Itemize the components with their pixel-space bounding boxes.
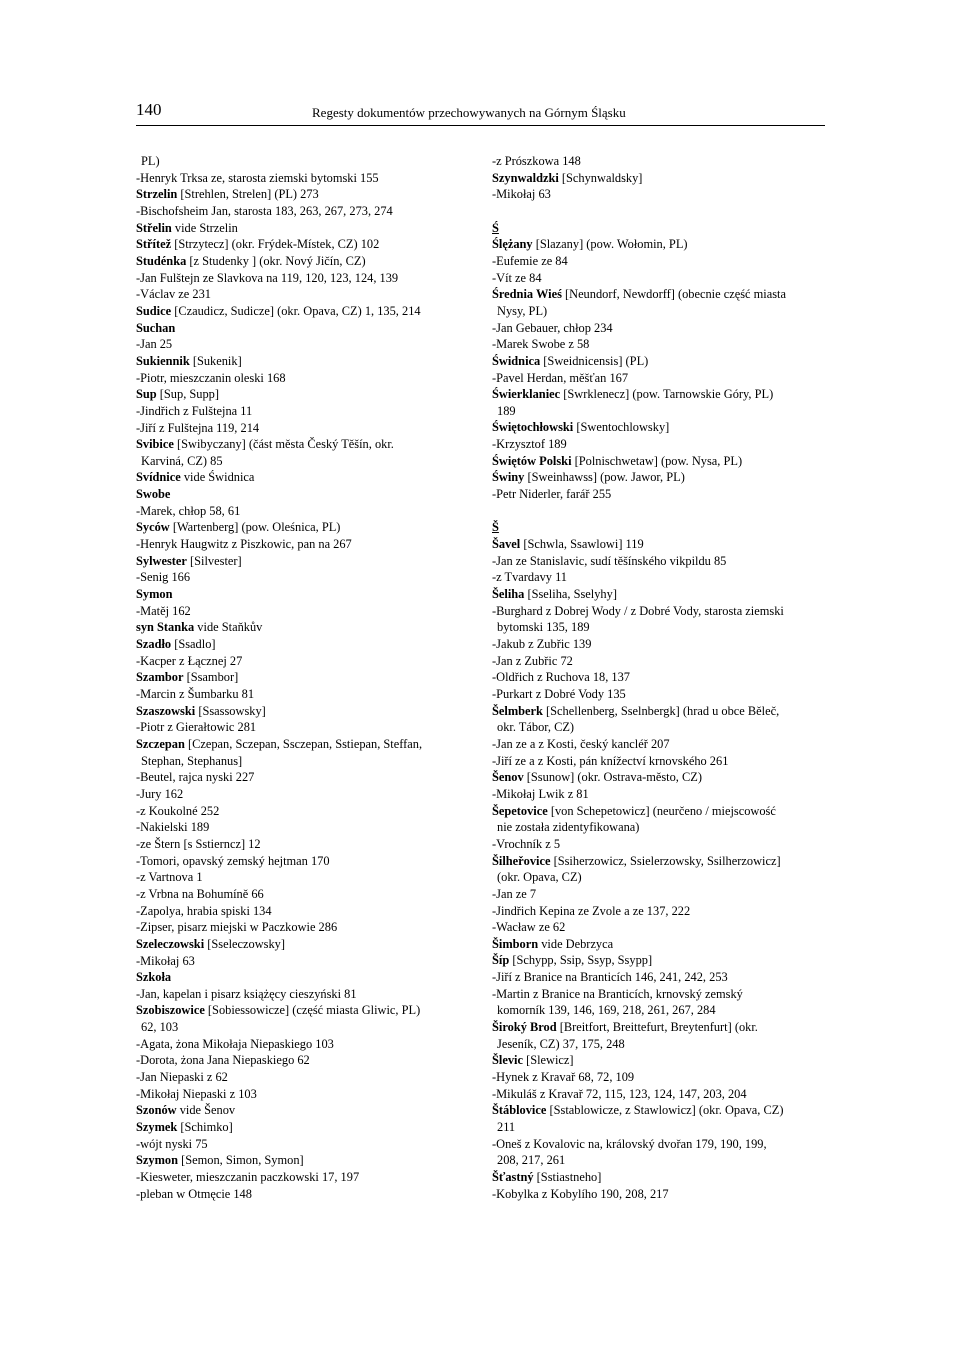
index-subentry (492, 986, 832, 1003)
index-subentry (492, 753, 832, 770)
index-entry-text: -Purkart z Dobré Vody 135 (492, 686, 626, 701)
index-headword: Šilheřovice (492, 853, 551, 868)
index-headword: Świętów Polski (492, 453, 572, 468)
index-entry-text: -Krzysztof 189 (492, 437, 567, 452)
index-subentry (136, 1086, 466, 1103)
index-headword: Świdnica (492, 353, 541, 368)
index-entry-text: -Jiří z Fulštejna 119, 214 (136, 420, 260, 435)
index-entry-text: [Semon, Simon, Symon] (178, 1153, 304, 1168)
index-headword: Šlevic (492, 1053, 523, 1068)
page-number: 140 (136, 100, 162, 119)
index-entry-text: -z Prószkowa 148 (492, 154, 581, 168)
index-subentry (136, 270, 466, 287)
index-entry-text: 189 (497, 403, 516, 418)
index-subentry (136, 769, 466, 786)
index-entry-text: -Henryk Haugwitz z Piszkowic, pan na 267 (136, 537, 352, 552)
index-entry-headword-line (136, 469, 466, 486)
index-headword: Szymon (136, 1153, 178, 1168)
index-headword: Szczepan (136, 736, 185, 751)
index-headword: Střelin (136, 220, 172, 235)
index-entry-text: -Václav ze 231 (136, 287, 211, 302)
index-entry-text: [Sobiessowicze] (część miasta Gliwic, PL) (204, 1003, 421, 1018)
index-subentry (492, 1136, 832, 1153)
index-entry-text: -Marek, chłop 58, 61 (136, 503, 241, 518)
index-entry-text: [Schimko] (177, 1120, 233, 1135)
index-entry-text: -Piotr z Gierałtowic 281 (136, 720, 257, 735)
index-entry-continuation (136, 153, 466, 170)
index-entry-text: [Slewicz] (522, 1053, 574, 1068)
index-entry-text: bytomski 135, 189 (497, 620, 590, 635)
index-subentry (136, 803, 466, 820)
index-entry-continuation (136, 453, 466, 470)
index-entry-text: -Kiesweter, mieszczanin paczkowski 17, 197 (136, 1170, 360, 1185)
index-entry-continuation (136, 753, 466, 770)
index-entry-headword-line (492, 536, 832, 553)
index-entry-text: -z Vrbna na Bohumíně 66 (136, 886, 264, 901)
index-headword: Široký Brod (492, 1020, 557, 1035)
index-entry-continuation (492, 303, 832, 320)
index-entry-text: [Schwla, Ssawlowi] 119 (520, 537, 644, 552)
index-entry-headword-line (136, 236, 466, 253)
index-entry-headword-line (136, 736, 466, 753)
index-subentry (136, 420, 466, 437)
index-headword: Šíp (492, 953, 510, 968)
index-entry-text: 208, 217, 261 (497, 1153, 566, 1168)
index-headword: Šelmberk (492, 703, 543, 718)
index-entry-text: PL) (141, 154, 160, 168)
index-headword: Suchan (136, 320, 176, 335)
index-subentry (492, 903, 832, 920)
index-entry-headword-line (136, 519, 466, 536)
index-entry-text: vide Šenov (176, 1103, 236, 1118)
index-entry-text: Karviná, CZ) 85 (141, 453, 223, 468)
index-entry-text: -Matěj 162 (136, 603, 191, 618)
index-subentry (136, 819, 466, 836)
index-subentry (136, 919, 466, 936)
index-subentry (492, 653, 832, 670)
index-subentry (136, 1186, 466, 1203)
index-entry-headword-line (492, 936, 832, 953)
index-entry-text: -Mikołaj 63 (492, 187, 551, 202)
index-entry-headword-line (136, 253, 466, 270)
index-subentry (492, 1186, 832, 1203)
index-headword: Strzelin (136, 187, 178, 202)
index-subentry (492, 786, 832, 803)
index-entry-text: [Strehlen, Strelen] (PL) 273 (177, 187, 319, 202)
index-subentry (492, 436, 832, 453)
index-entry-headword-line (492, 170, 832, 187)
index-entry-text: -Bischofsheim Jan, starosta 183, 263, 267, 273, 274 (136, 203, 393, 218)
index-headword: Szobiszowice (136, 1003, 205, 1018)
index-headword: Svibice (136, 437, 174, 452)
index-column-left (136, 153, 466, 1202)
index-entry-text: -Jan, kapelan i pisarz książęcy cieszyński 81 (136, 986, 357, 1001)
index-entry-text: [Schynwaldsky] (558, 170, 643, 185)
index-entry-text: -Tomori, opavský zemský hejtman 170 (136, 853, 330, 868)
index-headword: Šavel (492, 537, 521, 552)
index-entry-text: [Sukenik] (189, 353, 242, 368)
index-entry-text: -Zapolya, hrabia spiski 134 (136, 903, 272, 918)
index-subentry (136, 953, 466, 970)
index-entry-continuation (492, 1036, 832, 1053)
index-subentry (136, 1169, 466, 1186)
index-entry-text: -Jan Niepaski z 62 (136, 1070, 228, 1085)
index-subentry (136, 203, 466, 220)
index-entry-headword-line (492, 703, 832, 720)
index-entry-text: -Agata, żona Mikołaja Niepaskiego 103 (136, 1036, 334, 1051)
index-entry-text: -Jiří ze a z Kosti, pán knížectví krnovského 261 (492, 753, 729, 768)
index-entry-text: -Marcin z Šumbarku 81 (136, 687, 255, 701)
index-entry-text: vide Świdnica (180, 470, 255, 485)
index-entry-text: -z Koukolné 252 (136, 803, 220, 818)
index-headword: Ślężany (492, 237, 533, 252)
index-headword: Symon (136, 587, 173, 602)
index-entry-text: -Jiří z Branice na Branticích 146, 241, 242, 253 (492, 970, 728, 985)
section-spacer (492, 203, 832, 220)
index-entry-text: -Henryk Trksa ze, starosta ziemski bytomski 155 (136, 170, 379, 185)
index-entry-text: -Hynek z Kravař 68, 72, 109 (492, 1070, 635, 1085)
index-entry-text: -Mikołaj Niepaski z 103 (136, 1086, 257, 1101)
index-entry-text: [Wartenberg] (pow. Oleśnica, PL) (169, 520, 341, 535)
index-entry-text: -Jindřich Kepina ze Zvole a ze 137, 222 (492, 903, 691, 918)
index-entry-text: -Kacper z Łącznej 27 (136, 653, 243, 668)
index-headword: Šepetovice (492, 803, 548, 818)
index-entry-text: [von Schepetowicz] (neurčeno / miejscowość (547, 803, 776, 818)
index-headword: Sylwester (136, 553, 187, 568)
index-entry-headword-line (492, 386, 832, 403)
index-entry-headword-line (492, 236, 832, 253)
index-headword: Szaszowski (136, 703, 196, 718)
index-entry-headword-line (136, 186, 466, 203)
index-subentry (492, 270, 832, 287)
index-entry-headword-line (136, 636, 466, 653)
index-headword: Syców (136, 520, 170, 535)
index-entry-text: -Jindřich z Fulštejna 11 (136, 403, 253, 418)
index-entry-text: -Zipser, pisarz miejski w Paczkowie 286 (136, 920, 338, 935)
index-entry-text: -Oneš z Kovalovic na, královský dvořan 179, 190, 199, (492, 1136, 767, 1151)
index-subentry (136, 536, 466, 553)
index-subentry (136, 903, 466, 920)
index-entry-text: okr. Tábor, CZ) (497, 720, 575, 735)
index-entry-text: Nysy, PL) (497, 303, 548, 318)
index-entry-text: [Sup, Supp] (156, 387, 219, 402)
index-entry-text: -Eufemie ze 84 (492, 253, 568, 268)
index-headword: Sukiennik (136, 353, 190, 368)
index-headword: Šeliha (492, 587, 525, 602)
running-title: Regesty dokumentów przechowywanych na Górnym Śląsku (312, 105, 626, 120)
index-entry-text: -Mikuláš z Kravař 72, 115, 123, 124, 147, 203, 204 (492, 1086, 747, 1101)
index-entry-headword-line (136, 436, 466, 453)
index-entry-text: [Schypp, Ssip, Ssyp, Ssypp] (509, 953, 653, 968)
index-headword: Štáblovice (492, 1103, 547, 1118)
index-entry-headword-line (492, 453, 832, 470)
index-entry-headword-line (136, 220, 466, 237)
index-entry-text: Jeseník, CZ) 37, 175, 248 (497, 1036, 625, 1051)
index-entry-text: -Vrochník z 5 (492, 836, 561, 851)
index-subentry (492, 553, 832, 570)
index-headword: Szkoła (136, 970, 172, 985)
index-entry-text: -Beutel, rajca nyski 227 (136, 770, 255, 785)
index-entry-headword-line (492, 1102, 832, 1119)
index-subentry (492, 919, 832, 936)
index-entry-headword-line (136, 320, 466, 337)
index-subentry (136, 686, 466, 703)
index-subentry (492, 686, 832, 703)
index-entry-text: [Ssadlo] (171, 637, 216, 652)
index-entry-text: [Silvester] (186, 553, 242, 568)
index-entry-headword-line (136, 969, 466, 986)
index-entry-headword-line (492, 803, 832, 820)
index-entry-text: -Jan Gebauer, chłop 234 (492, 320, 613, 335)
index-entry-text: -z Vartnova 1 (136, 870, 203, 885)
index-entry-text: -Piotr, mieszczanin oleski 168 (136, 370, 286, 385)
index-headword: Szeleczowski (136, 936, 205, 951)
index-entry-text: -Nakielski 189 (136, 820, 210, 835)
index-entry-text: [Sseliha, Sselyhy] (524, 587, 617, 602)
index-entry-text: [Ssambor] (183, 670, 239, 685)
index-entry-headword-line (136, 1152, 466, 1169)
index-entry-text: 211 (497, 1120, 516, 1135)
page-header (136, 100, 825, 125)
index-headword: Szonów (136, 1103, 177, 1118)
index-entry-headword-line (136, 1119, 466, 1136)
index-entry-text: (okr. Opava, CZ) (497, 870, 582, 885)
index-subentry (136, 836, 466, 853)
index-subentry (492, 336, 832, 353)
index-subentry (136, 403, 466, 420)
index-entry-headword-line (492, 469, 832, 486)
index-subentry (492, 253, 832, 270)
index-headword: Szymek (136, 1120, 178, 1135)
index-subentry (492, 836, 832, 853)
index-entry-text: -Jan Fulštejn ze Slavkova na 119, 120, 123, 124, 139 (136, 270, 399, 285)
index-entry-headword-line (492, 769, 832, 786)
index-entry-continuation (492, 1002, 832, 1019)
index-entry-headword-line (136, 486, 466, 503)
letter-heading (492, 519, 832, 536)
index-subentry (136, 653, 466, 670)
section-spacer (492, 503, 832, 520)
index-headword: Šťastný (492, 1170, 534, 1184)
index-entry-text: -Jury 162 (136, 786, 184, 801)
index-entry-text: [Sstiastneho] (533, 1170, 602, 1184)
index-subentry (136, 170, 466, 187)
index-entry-text: [Ssassowsky] (195, 703, 266, 718)
index-subentry (136, 569, 466, 586)
index-entry-text: -wójt nyski 75 (136, 1136, 208, 1151)
index-subentry (492, 603, 832, 620)
index-headword: Šimborn (492, 936, 539, 951)
index-column-right (492, 153, 832, 1202)
index-entry-continuation (492, 1152, 832, 1169)
index-entry-headword-line (136, 386, 466, 403)
index-subentry (136, 853, 466, 870)
index-headword: Świny (492, 470, 525, 485)
index-entry-text: [Czepan, Sczepan, Ssczepan, Sstiepan, Steffan, (184, 736, 423, 751)
index-subentry (136, 786, 466, 803)
index-entry-text: [Czaudicz, Sudicze] (okr. Opava, CZ) 1, 135, 214 (171, 303, 421, 318)
letter-heading (492, 220, 832, 237)
index-entry-text: [Ssiherzowicz, Ssielerzowsky, Ssilherzowicz] (550, 853, 781, 868)
index-subentry (136, 286, 466, 303)
index-entry-headword-line (136, 619, 466, 636)
index-entry-text: -Vít ze 84 (492, 270, 542, 285)
index-subentry (136, 370, 466, 387)
index-entry-text: -Mikołaj 63 (136, 953, 195, 968)
index-subentry (492, 669, 832, 686)
index-entry-text: [Breitfort, Breittefurt, Breytenfurt] (okr. (556, 1020, 758, 1035)
index-entry-text: vide Debrzyca (538, 936, 614, 951)
index-entry-headword-line (136, 353, 466, 370)
index-entry-continuation (492, 1119, 832, 1136)
index-entry-text: -ze Štern [s Sstierncz] 12 (136, 836, 261, 851)
index-entry-text: [Sstablowicze, z Stawlowicz] (okr. Opava, CZ) (546, 1103, 784, 1118)
index-entry-headword-line (136, 586, 466, 603)
index-entry-text: nie została zidentyfikowana) (497, 820, 640, 835)
index-entry-headword-line (492, 286, 832, 303)
index-entry-headword-line (136, 1002, 466, 1019)
index-entry-headword-line (136, 553, 466, 570)
index-subentry (136, 719, 466, 736)
index-entry-text: -Kobylka z Kobylího 190, 208, 217 (492, 1186, 669, 1201)
index-headword: Szambor (136, 670, 184, 685)
index-entry-text: -Oldřich z Ruchova 18, 137 (492, 670, 630, 685)
index-entry-text: [Swrklenecz] (pow. Tarnowskie Góry, PL) (560, 387, 774, 402)
index-entry-headword-line (492, 1019, 832, 1036)
index-entry-headword-line (492, 1052, 832, 1069)
index-entry-text: -Petr Niderler, farář 255 (492, 487, 612, 502)
index-entry-text: [Polnischwetaw] (pow. Nysa, PL) (571, 453, 743, 468)
index-subentry (492, 569, 832, 586)
index-entry-text: -Senig 166 (136, 570, 191, 585)
index-entry-text: [Strzytecz] (okr. Frýdek-Místek, CZ) 102 (171, 237, 380, 252)
index-subentry (492, 486, 832, 503)
index-entry-headword-line (136, 936, 466, 953)
index-entry-text: vide Strzelin (171, 220, 238, 235)
index-headword: Sudice (136, 303, 172, 318)
index-entry-headword-line (136, 703, 466, 720)
index-entry-continuation (492, 619, 832, 636)
index-subentry (136, 1136, 466, 1153)
index-entry-continuation (492, 403, 832, 420)
letter-heading-text: Ś (492, 220, 499, 235)
index-entry-text: -Wacław ze 62 (492, 920, 566, 935)
index-entry-text: -Jan ze a z Kosti, český kancléř 207 (492, 736, 670, 751)
index-entry-text: -Jan z Zubřic 72 (492, 653, 573, 668)
index-headword: Świerklaniec (492, 387, 561, 402)
index-entry-text: -z Tvardavy 11 (492, 570, 568, 585)
index-entry-text: [Swentochlowsky] (573, 420, 670, 435)
index-entry-headword-line (136, 669, 466, 686)
index-entry-headword-line (136, 1102, 466, 1119)
index-entry-text: -Jan ze Stanislavic, sudí těšínského vikpildu 85 (492, 553, 727, 568)
index-subentry (492, 969, 832, 986)
index-entry-text: [Schellenberg, Sselnbergk] (hrad u obce Běleč, (542, 703, 780, 718)
index-entry-text: 62, 103 (141, 1020, 179, 1035)
index-entry-text: [Slazany] (pow. Wołomin, PL) (532, 237, 688, 252)
index-subentry (136, 986, 466, 1003)
index-entry-text: -pleban w Otmęcie 148 (136, 1186, 252, 1201)
letter-heading-text: Š (492, 520, 499, 535)
index-subentry (136, 869, 466, 886)
index-subentry (492, 1069, 832, 1086)
index-entry-text: [Neundorf, Newdorff] (obecnie część miasta (561, 287, 786, 302)
index-headword: Střítež (136, 237, 172, 252)
index-entry-text: vide Staňkův (194, 620, 263, 635)
index-headword: Szadło (136, 637, 172, 652)
index-entry-text: -Dorota, żona Jana Niepaskiego 62 (136, 1053, 310, 1068)
index-entry-text: [Swibyczany] (část města Český Těšín, okr. (173, 437, 394, 452)
index-entry-headword-line (492, 353, 832, 370)
index-subentry (492, 636, 832, 653)
index-headword: Świętochłowski (492, 420, 574, 435)
index-entry-text: [Ssunow] (okr. Ostrava-město, CZ) (523, 770, 702, 785)
index-entry-text: -Jakub z Zubřic 139 (492, 637, 592, 651)
index-entry-continuation (492, 819, 832, 836)
index-entry-text: Stephan, Stephanus] (141, 753, 243, 768)
index-entry-text: -Pavel Herdan, měšťan 167 (492, 370, 629, 385)
index-entry-text: -Mikołaj Lwik z 81 (492, 786, 589, 801)
index-subentry (492, 736, 832, 753)
index-entry-text: komorník 139, 146, 169, 218, 261, 267, 284 (497, 1003, 716, 1018)
index-headword: Szynwaldzki (492, 170, 559, 185)
index-entry-headword-line (136, 303, 466, 320)
index-subentry (136, 1069, 466, 1086)
index-entry-text: [Sseleczowsky] (204, 936, 286, 951)
index-subentry (492, 153, 832, 170)
index-headword: Średnia Wieś (492, 287, 562, 302)
index-entry-headword-line (492, 419, 832, 436)
index-entry-continuation (492, 719, 832, 736)
index-headword: Swobe (136, 487, 171, 502)
index-subentry (492, 886, 832, 903)
index-entry-headword-line (492, 1169, 832, 1186)
index-subentry (136, 1036, 466, 1053)
index-entry-headword-line (492, 853, 832, 870)
index-entry-headword-line (492, 952, 832, 969)
index-entry-continuation (136, 1019, 466, 1036)
index-subentry (492, 370, 832, 387)
index-entry-continuation (492, 869, 832, 886)
index-entry-text: -Jan 25 (136, 337, 173, 352)
index-entry-text: -Marek Swobe z 58 (492, 337, 590, 352)
index-headword: Sup (136, 387, 157, 402)
index-subentry (136, 503, 466, 520)
index-subentry (136, 336, 466, 353)
index-entry-text: [Sweinhawss] (pow. Jawor, PL) (524, 470, 685, 485)
index-entry-text: -Jan ze 7 (492, 886, 537, 901)
index-entry-headword-line (492, 586, 832, 603)
index-subentry (136, 886, 466, 903)
header-rule (136, 125, 825, 126)
index-entry-text: [Sweidnicensis] (PL) (540, 353, 649, 368)
index-headword: Šenov (492, 770, 524, 785)
index-headword: Studénka (136, 253, 187, 268)
index-headword: syn Stanka (136, 620, 195, 635)
index-subentry (136, 603, 466, 620)
index-entry-text: [z Studenky ] (okr. Nový Jičín, CZ) (186, 253, 366, 268)
index-subentry (492, 1086, 832, 1103)
index-headword: Svídnice (136, 470, 181, 485)
index-subentry (136, 1052, 466, 1069)
index-entry-text: -Martin z Branice na Branticích, krnovský zemský (492, 986, 743, 1001)
index-entry-text: -Burghard z Dobrej Wody / z Dobré Vody, starosta ziemski (492, 603, 784, 618)
index-subentry (492, 320, 832, 337)
index-subentry (492, 186, 832, 203)
